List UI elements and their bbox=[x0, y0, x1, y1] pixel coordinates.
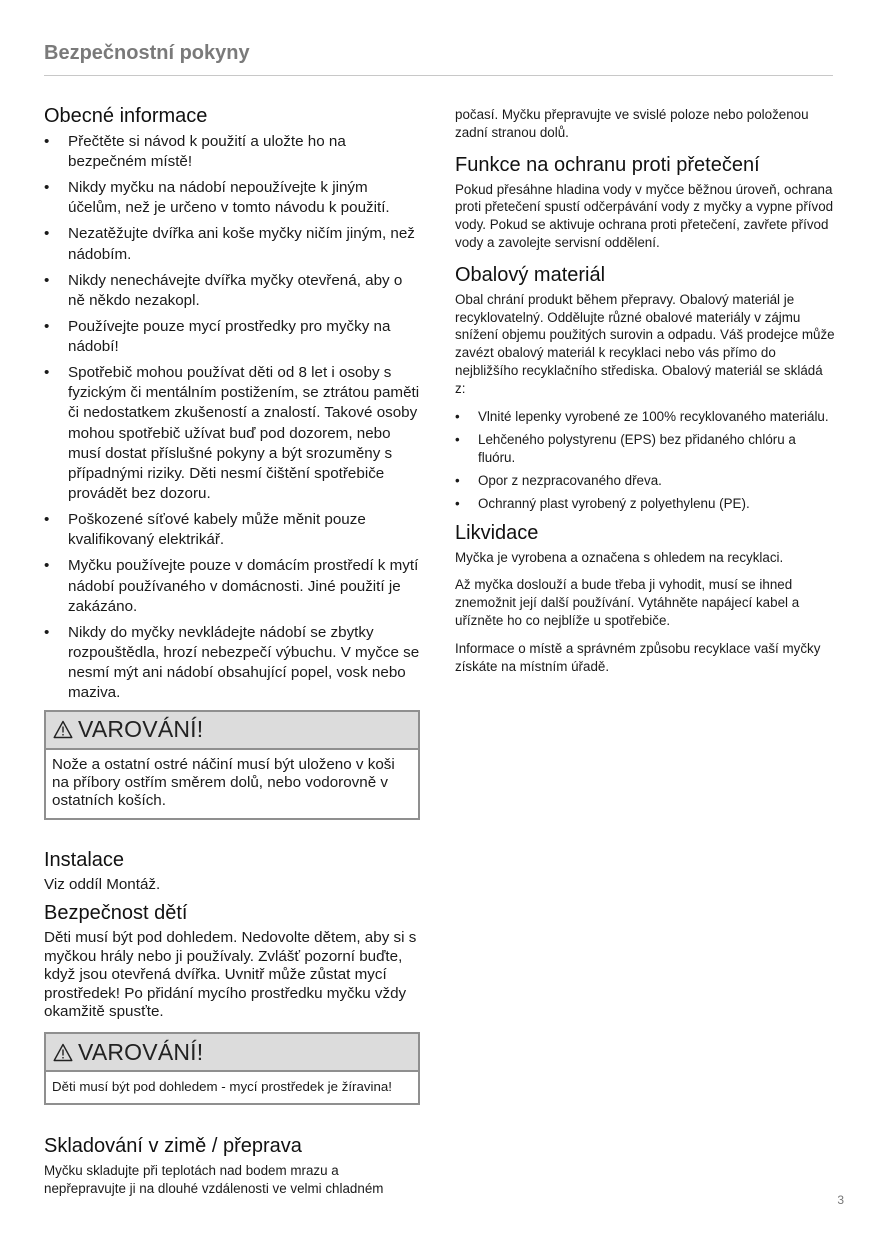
right-column bbox=[455, 106, 835, 675]
warning-body bbox=[46, 750, 418, 818]
packaging-heading: Obalový materiál bbox=[455, 263, 606, 286]
warning-text: Nože a ostatní ostré náčiní musí být uloženo v koši na příbory ostřím směrem dolů, nebo vodorovně v ostatních koších. bbox=[52, 755, 395, 810]
disposal-heading: Likvidace bbox=[455, 521, 539, 544]
warning-box-children bbox=[44, 1032, 420, 1105]
general-info-list bbox=[44, 132, 420, 704]
warning-title: VAROVÁNÍ! bbox=[78, 1038, 204, 1065]
list-item: • Nikdy do myčky nevkládejte nádobí se zbytky rozpouštědla, hrozí nebezpečí výbuchu. V myčce se nesmí mýt ani nádobí obsahující popel, vosk nebo maziva. bbox=[44, 623, 420, 704]
warning-header bbox=[46, 1034, 418, 1072]
list-item: • Nikdy myčku na nádobí nepoužívejte k jiným účelům, než je určeno v tomto návodu k použití. bbox=[44, 178, 420, 218]
child-safety-heading: Bezpečnost dětí bbox=[44, 902, 188, 925]
list-item: • Myčku používejte pouze v domácím prostředí k mytí nádobí používaného v domácnosti. Jiné použití je zakázáno. bbox=[44, 556, 420, 617]
list-item: • Používejte pouze mycí prostředky pro myčky na nádobí! bbox=[44, 317, 420, 357]
list-item: • Ochranný plast vyrobený z polyethylenu (PE). bbox=[455, 495, 835, 513]
storage-text-continued: počasí. Myčku přepravujte ve svislé poloze nebo položenou zadní stranou dolů. bbox=[455, 107, 809, 140]
list-item: • Přečtěte si návod k použití a uložte ho na bezpečném místě! bbox=[44, 132, 420, 172]
page-number: 3 bbox=[837, 1193, 844, 1207]
storage-text: Myčku skladujte při teplotách nad bodem mrazu a nepřepravujte ji na dlouhé vzdálenosti ve velmi chladném bbox=[44, 1163, 384, 1196]
warning-box-knives bbox=[44, 710, 420, 820]
list-item: • Lehčeného polystyrenu (EPS) bez přidaného chlóru a fluóru. bbox=[455, 431, 835, 467]
title-divider bbox=[44, 75, 833, 76]
warning-header bbox=[46, 712, 418, 750]
warning-triangle-icon bbox=[53, 1043, 73, 1062]
list-item: • Nikdy nenechávejte dvířka myčky otevřená, aby o ně někdo nezakopl. bbox=[44, 271, 420, 311]
page-title: Bezpečnostní pokyny bbox=[44, 42, 250, 64]
disposal-text-2: Až myčka doslouží a bude třeba ji vyhodit, musí se ihned znemožnit její další používání. Vytáhněte napájecí kabel a uřízněte ho co nejblíže u spotřebiče. bbox=[455, 577, 800, 628]
list-item: • Poškozené síťové kabely může měnit pouze kvalifikovaný elektrikář. bbox=[44, 510, 420, 550]
left-column bbox=[44, 104, 420, 1198]
list-item: • Nezatěžujte dvířka ani koše myčky ničím jiným, než nádobím. bbox=[44, 224, 420, 264]
overflow-protection-heading: Funkce na ochranu proti přetečení bbox=[455, 153, 760, 176]
general-info-heading: Obecné informace bbox=[44, 105, 208, 127]
warning-triangle-icon bbox=[53, 720, 73, 739]
disposal-text-3: Informace o místě a správném způsobu recyklace vaší myčky získáte na místním úřadě. bbox=[455, 640, 821, 674]
packaging-list bbox=[455, 408, 835, 513]
warning-text: Děti musí být pod dohledem - mycí prostředek je žíravina! bbox=[52, 1079, 392, 1095]
list-item: • Vlnité lepenky vyrobené ze 100% recyklovaného materiálu. bbox=[455, 408, 835, 426]
warning-body bbox=[46, 1072, 418, 1103]
storage-heading: Skladování v zimě / přeprava bbox=[44, 1135, 302, 1158]
disposal-text-1: Myčka je vyrobena a označena s ohledem na recyklaci. bbox=[455, 549, 784, 565]
installation-text: Viz oddíl Montáž. bbox=[44, 875, 161, 893]
list-item: • Opor z nezpracovaného dřeva. bbox=[455, 472, 835, 490]
packaging-text: Obal chrání produkt během přepravy. Obalový materiál je recyklovatelný. Oddělujte různé obalové materiály v zájmu snížení objemu použitých surovin a odpadu. Váš prodejce může zavézt obalový materiál k recyklaci nebo vás přímo do nejbližšího recyklačního střediska. Obalový materiál se skládá z: bbox=[455, 291, 835, 396]
overflow-protection-text: Pokud přesáhne hladina vody v myčce běžnou úroveň, ochrana proti přetečení spustí odčerpávání vody z myčky a vypne přívod vody. Pokud se aktivuje ochrana proti přetečení, zavřete přívod vody a zavolejte servisní oddělení. bbox=[455, 181, 834, 250]
warning-title: VAROVÁNÍ! bbox=[78, 716, 204, 743]
installation-heading: Instalace bbox=[44, 848, 125, 871]
list-item: • Spotřebič mohou používat děti od 8 let i osoby s fyzickým či mentálním postižením, se ztrátou paměti či nedostatkem zkušeností a znalostí. Takové osoby mohou spotřebič užívat buď pod dozorem, nebo musí dostat příslušné pokyny a být srozuměny s případnými riziky. Děti nesmí čištění spotřebiče provádět bez dozoru. bbox=[44, 363, 420, 504]
child-safety-text: Děti musí být pod dohledem. Nedovolte dětem, aby si s myčkou hrály nebo ji používaly. Zvlášť pozorní buďte, když jsou otevřená dvířka. Uvnitř může zůstat mycí prostředek! Po přidání mycího prostředku myčku vždy okamžitě spusťte. bbox=[44, 929, 417, 1020]
